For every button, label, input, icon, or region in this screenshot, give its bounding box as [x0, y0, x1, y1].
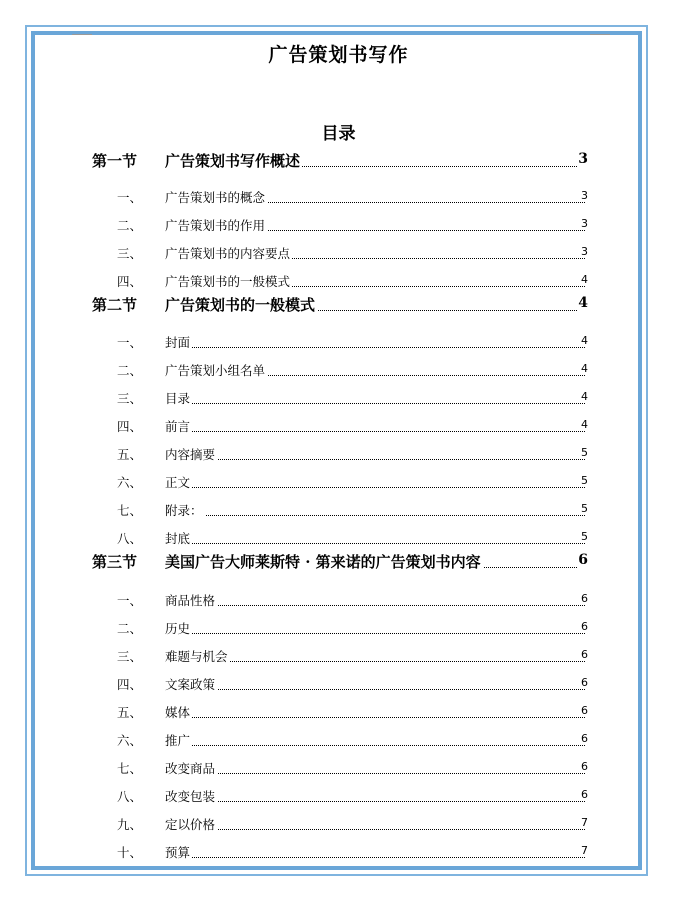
item-title: 广告策划书的内容要点: [165, 246, 291, 261]
item-number: 六、: [117, 733, 143, 748]
dot-leader: [165, 543, 585, 544]
item-title: 内容摘要: [165, 447, 216, 462]
item-number: 六、: [117, 475, 143, 490]
page-number: 6: [581, 760, 588, 773]
toc-item[interactable]: [0, 527, 677, 549]
page-number: 6: [581, 592, 588, 605]
toc-item[interactable]: [0, 701, 677, 723]
section-number: 第二节: [92, 296, 138, 314]
dot-leader: [165, 347, 585, 348]
dot-leader: [165, 431, 585, 432]
dot-leader: [165, 745, 585, 746]
dot-leader: [165, 773, 585, 774]
page-number: 6: [581, 648, 588, 661]
margin-mark-left: [72, 34, 92, 35]
toc-item[interactable]: [0, 499, 677, 521]
section-number: 第三节: [92, 553, 138, 571]
toc-item[interactable]: [0, 186, 677, 208]
section-title: 广告策划书写作概述: [165, 152, 301, 170]
section-number: 第一节: [92, 152, 138, 170]
item-number: 一、: [117, 593, 143, 608]
page-number: 4: [581, 390, 588, 403]
item-number: 七、: [117, 761, 143, 776]
page-number: 7: [581, 816, 588, 829]
item-number: 五、: [117, 447, 143, 462]
item-title: 广告策划书的作用: [165, 218, 266, 233]
toc-item[interactable]: [0, 471, 677, 493]
toc-heading: 目录: [321, 124, 356, 144]
item-title: 广告策划书的一般模式: [165, 274, 291, 289]
item-number: 二、: [117, 363, 143, 378]
item-number: 八、: [117, 789, 143, 804]
item-number: 二、: [117, 218, 143, 233]
toc-item[interactable]: [0, 673, 677, 695]
section-title: 广告策划书的一般模式: [165, 296, 316, 314]
toc-section-1[interactable]: [0, 150, 677, 172]
page-number: 5: [581, 446, 588, 459]
toc-item[interactable]: [0, 331, 677, 353]
toc-item[interactable]: [0, 242, 677, 264]
dot-leader: [165, 857, 585, 858]
page-number: 6: [581, 620, 588, 633]
item-title: 预算: [165, 845, 191, 860]
item-number: 一、: [117, 190, 143, 205]
item-number: 一、: [117, 335, 143, 350]
item-title: 文案政策: [165, 677, 216, 692]
item-number: 三、: [117, 391, 143, 406]
item-title: 广告策划小组名单: [165, 363, 266, 378]
toc-item[interactable]: [0, 841, 677, 863]
dot-leader: [165, 459, 585, 460]
toc-item[interactable]: [0, 270, 677, 292]
page-number: 6: [581, 788, 588, 801]
section-title: 美国广告大师莱斯特 · 第来诺的广告策划书内容: [165, 553, 481, 571]
page-number: 4: [581, 273, 588, 286]
item-number: 四、: [117, 274, 143, 289]
item-title: 封底: [165, 531, 191, 546]
item-title: 历史: [165, 621, 191, 636]
item-number: 七、: [117, 503, 143, 518]
item-title: 广告策划书的概念: [165, 190, 266, 205]
page-number: 6: [578, 552, 588, 568]
toc-item[interactable]: [0, 785, 677, 807]
item-title: 改变包装: [165, 789, 216, 804]
item-title: 前言: [165, 419, 191, 434]
page-number: 4: [581, 418, 588, 431]
page-number: 3: [581, 189, 588, 202]
item-title: 封面: [165, 335, 191, 350]
item-number: 二、: [117, 621, 143, 636]
toc-item[interactable]: [0, 645, 677, 667]
item-number: 四、: [117, 677, 143, 692]
page-number: 4: [578, 295, 588, 311]
margin-mark-right: [590, 34, 610, 35]
page-number: 6: [581, 676, 588, 689]
toc-item[interactable]: [0, 214, 677, 236]
item-title: 正文: [165, 475, 191, 490]
item-title: 定以价格: [165, 817, 216, 832]
dot-leader: [165, 689, 585, 690]
item-title: 改变商品: [165, 761, 216, 776]
dot-leader: [165, 605, 585, 606]
toc-item[interactable]: [0, 813, 677, 835]
item-title: 推广: [165, 733, 191, 748]
page-number: 7: [581, 844, 588, 857]
page-number: 5: [581, 502, 588, 515]
item-title: 目录: [165, 391, 191, 406]
item-number: 四、: [117, 419, 143, 434]
item-title: 难题与机会: [165, 649, 228, 664]
dot-leader: [165, 829, 585, 830]
page-number: 4: [581, 362, 588, 375]
dot-leader: [165, 717, 585, 718]
toc-item[interactable]: [0, 359, 677, 381]
item-title: 商品性格: [165, 593, 216, 608]
dot-leader: [165, 487, 585, 488]
page-number: 5: [581, 530, 588, 543]
document-title: 广告策划书写作: [268, 44, 409, 66]
item-title: 媒体: [165, 705, 191, 720]
page-number: 3: [581, 217, 588, 230]
toc-item[interactable]: [0, 415, 677, 437]
toc-item[interactable]: [0, 757, 677, 779]
dot-leader: [165, 515, 585, 516]
toc-item[interactable]: [0, 387, 677, 409]
toc-item[interactable]: [0, 589, 677, 611]
page-number: 5: [581, 474, 588, 487]
dot-leader: [165, 403, 585, 404]
page-number: 3: [578, 151, 588, 167]
page-number: 6: [581, 704, 588, 717]
page-number: 4: [581, 334, 588, 347]
item-number: 八、: [117, 531, 143, 546]
dot-leader: [165, 801, 585, 802]
toc-section-2[interactable]: [0, 294, 677, 316]
item-title: 附录：: [165, 503, 203, 518]
item-number: 三、: [117, 649, 143, 664]
page-number: 3: [581, 245, 588, 258]
item-number: 三、: [117, 246, 143, 261]
toc-section-3[interactable]: [0, 551, 677, 573]
toc-item[interactable]: [0, 443, 677, 465]
toc-item[interactable]: [0, 729, 677, 751]
item-number: 五、: [117, 705, 143, 720]
item-number: 十、: [117, 845, 143, 860]
toc-item[interactable]: [0, 617, 677, 639]
item-number: 九、: [117, 817, 143, 832]
dot-leader: [165, 633, 585, 634]
page-number: 6: [581, 732, 588, 745]
